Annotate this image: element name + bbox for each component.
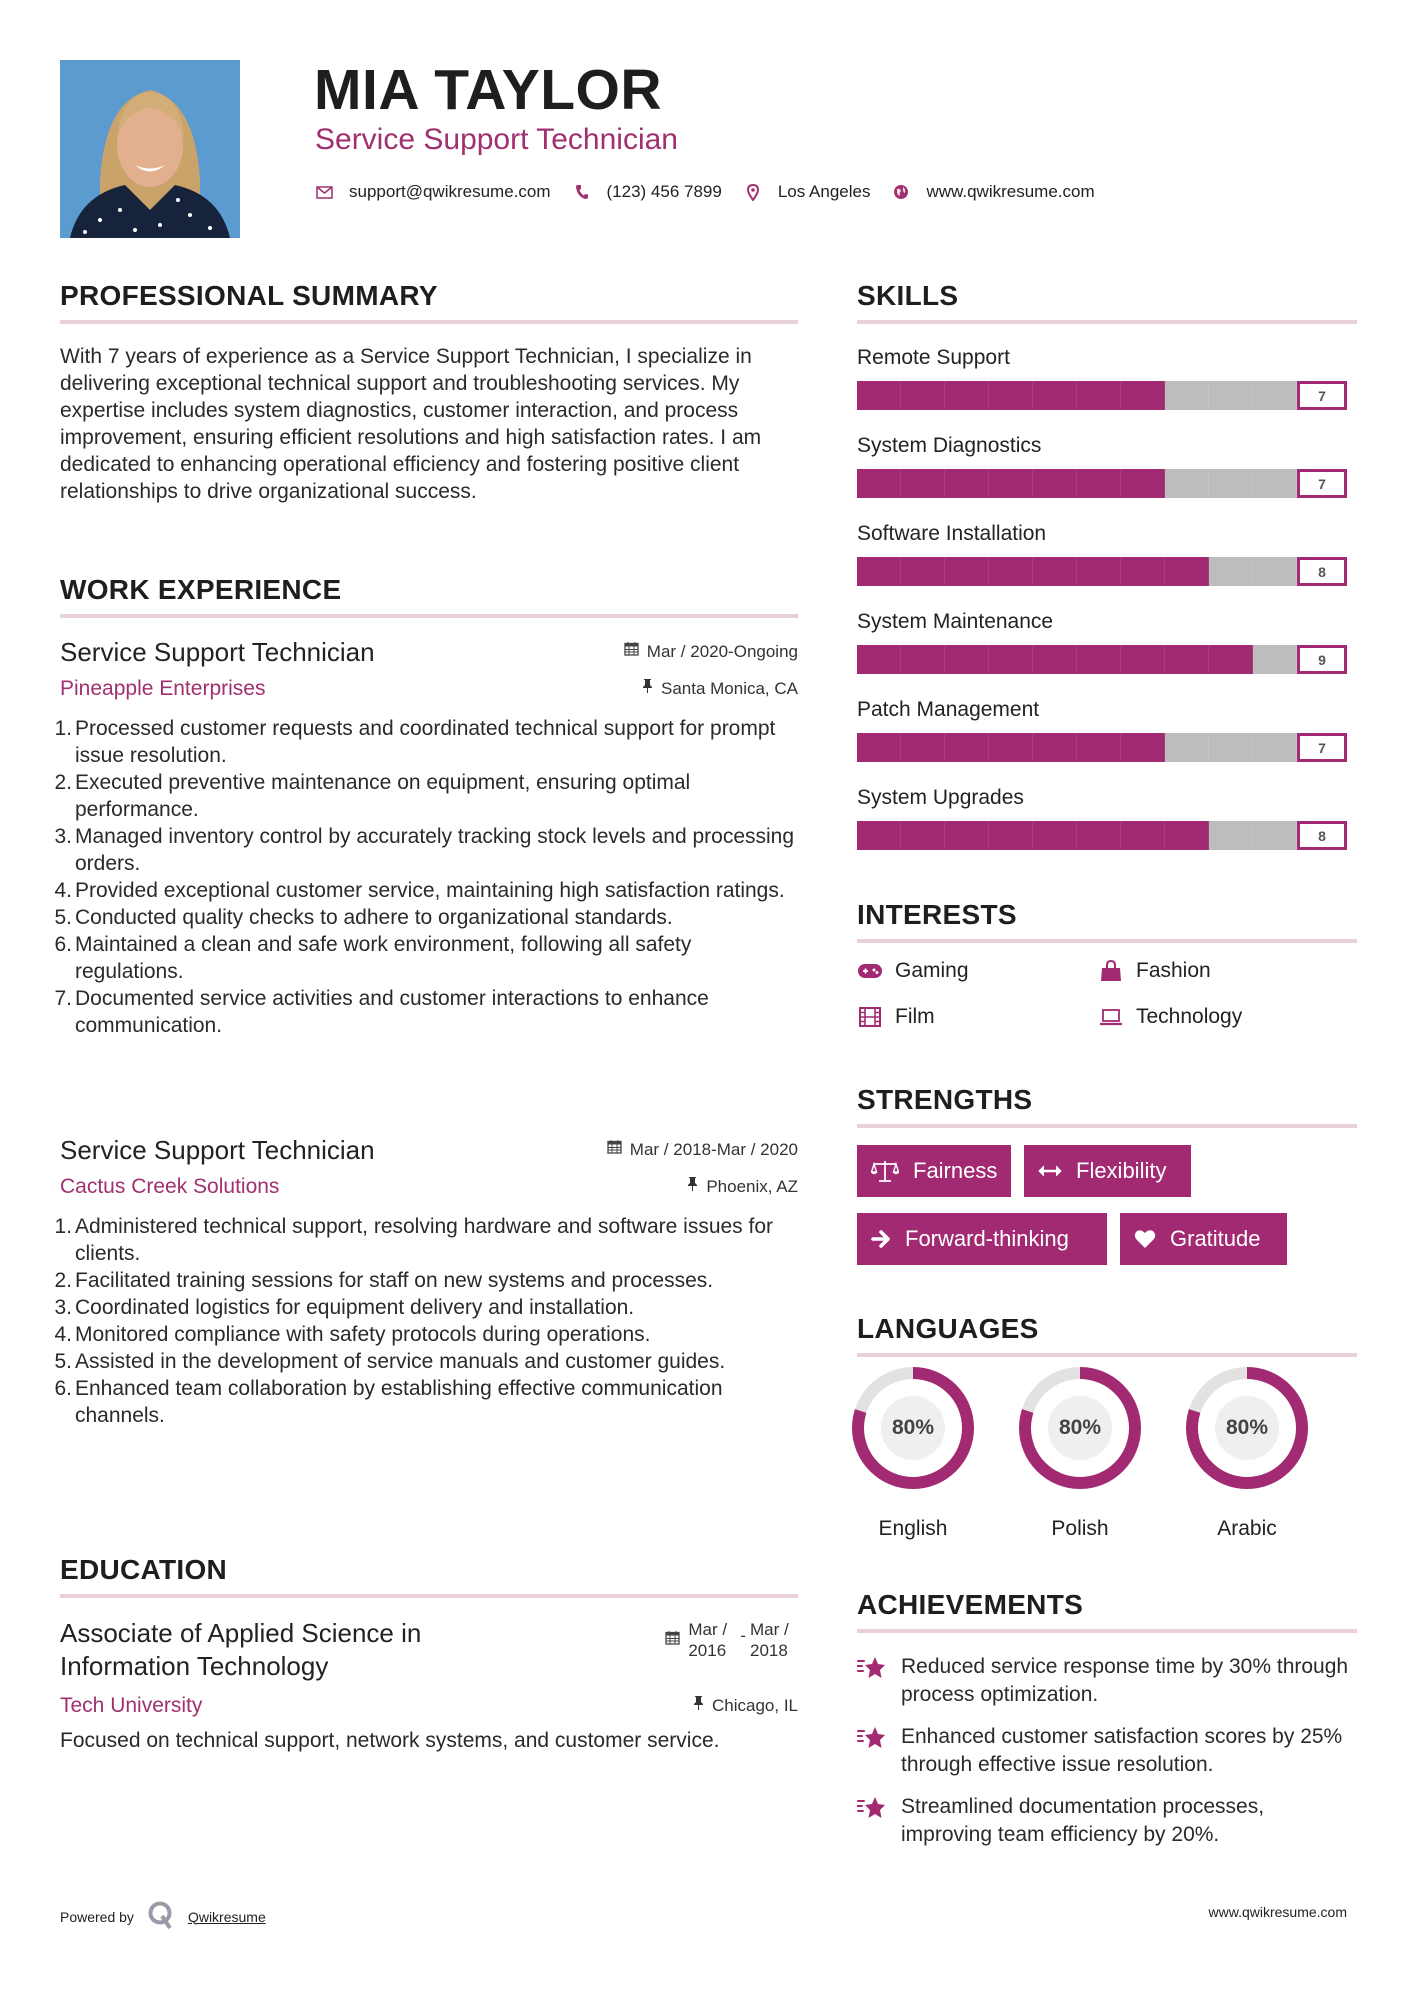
person-portrait-icon — [60, 60, 240, 238]
list-item: 5. Conducted quality checks to adhere to organizational standards. — [54, 906, 673, 929]
skill-segment-empty — [1253, 469, 1297, 498]
skill-item — [857, 609, 1347, 697]
skill-segment-filled — [1165, 645, 1209, 674]
section-divider — [857, 1124, 1357, 1128]
candidate-name: MIA TAYLOR — [314, 58, 663, 122]
skill-segment-filled — [945, 821, 989, 850]
skill-track — [857, 557, 1297, 586]
skill-segment-filled — [1077, 733, 1121, 762]
skill-segment-empty — [1209, 733, 1253, 762]
skill-track — [857, 381, 1297, 410]
list-item: 2. Executed preventive maintenance on equipment, ensuring optimal performance. — [54, 771, 691, 821]
shooting-star-icon — [857, 1795, 887, 1826]
skill-score: 7 — [1297, 381, 1347, 410]
skill-segment-filled — [857, 645, 901, 674]
skill-item — [857, 785, 1347, 873]
footer-website[interactable]: www.qwikresume.com — [1208, 1904, 1347, 1920]
language-polish — [1018, 1367, 1142, 1541]
job-entry — [54, 637, 798, 1039]
shopping-bag-icon — [1098, 960, 1124, 982]
skill-segment-filled — [1121, 469, 1165, 498]
skill-segment-filled — [857, 381, 901, 410]
job-title: Service Support Technician — [60, 637, 375, 667]
skill-label: Remote Support — [857, 346, 1010, 369]
skill-segment-filled — [945, 733, 989, 762]
skill-score: 8 — [1297, 557, 1347, 586]
section-divider — [857, 939, 1357, 943]
skill-item — [857, 697, 1347, 785]
qwikresume-logo-icon — [148, 1901, 174, 1932]
skill-segment-filled — [1033, 381, 1077, 410]
skill-segment-filled — [1077, 557, 1121, 586]
education-dates — [665, 1619, 798, 1661]
candidate-title: Service Support Technician — [315, 123, 678, 156]
skill-segment-empty — [1209, 469, 1253, 498]
job-title: Service Support Technician — [60, 1135, 375, 1165]
language-name: Polish — [1051, 1517, 1109, 1540]
skill-segment-filled — [1209, 645, 1253, 674]
section-heading-summary: PROFESSIONAL SUMMARY — [60, 280, 438, 311]
skill-segment-filled — [989, 469, 1033, 498]
skill-segment-empty — [1165, 381, 1209, 410]
pushpin-icon — [687, 1176, 698, 1198]
skill-score: 8 — [1297, 821, 1347, 850]
footer-powered-by — [60, 1901, 266, 1932]
school-name: Tech University — [60, 1694, 203, 1717]
education-description: Focused on technical support, network systems, and customer service. — [60, 1729, 720, 1752]
skill-meter — [857, 645, 1347, 674]
contact-location: Los Angeles — [777, 182, 871, 201]
skill-segment-filled — [1077, 821, 1121, 850]
section-heading-interests: INTERESTS — [857, 899, 1017, 930]
section-divider — [857, 320, 1357, 324]
pushpin-icon — [642, 678, 653, 700]
list-item: 7. Documented service activities and customer interactions to enhance communication. — [54, 987, 709, 1037]
pushpin-icon — [693, 1695, 704, 1717]
skill-track — [857, 469, 1297, 498]
list-item: 5. Assisted in the development of service manuals and customer guides. — [54, 1350, 726, 1373]
envelope-icon — [315, 183, 333, 201]
globe-icon — [892, 183, 910, 201]
education-entry — [60, 1617, 798, 1754]
skill-segment-filled — [1121, 733, 1165, 762]
interest-item-technology: Technology — [1098, 1003, 1242, 1031]
skill-label: System Diagnostics — [857, 434, 1042, 457]
skill-segment-filled — [1033, 821, 1077, 850]
list-item: 4. Provided exceptional customer service, maintaining high satisfaction ratings. — [54, 879, 785, 902]
skill-track — [857, 733, 1297, 762]
skill-segment-empty — [1253, 821, 1297, 850]
skill-item — [857, 521, 1347, 609]
language-progress-ring — [1019, 1367, 1141, 1489]
skill-segment-filled — [1165, 557, 1209, 586]
skill-track — [857, 821, 1297, 850]
skill-meter — [857, 821, 1347, 850]
language-progress-ring — [852, 1367, 974, 1489]
achievement-item: Streamlined documentation processes, improving team efficiency by 20%. — [857, 1793, 1357, 1849]
skill-segment-empty — [1253, 645, 1297, 674]
language-name: Arabic — [1217, 1517, 1277, 1540]
skill-segment-filled — [901, 733, 945, 762]
skill-segment-filled — [901, 821, 945, 850]
calendar-icon — [665, 1629, 680, 1650]
list-item: 6. Enhanced team collaboration by establishing effective communication channels. — [54, 1377, 723, 1427]
skill-label: Software Installation — [857, 522, 1047, 545]
strength-chip-flexibility: Flexibility — [1024, 1145, 1191, 1197]
language-english — [851, 1367, 975, 1541]
skill-item — [857, 345, 1347, 433]
company-name: Cactus Creek Solutions — [60, 1175, 280, 1198]
achievement-item: Reduced service response time by 30% through process optimization. — [857, 1653, 1357, 1709]
section-divider — [857, 1629, 1357, 1633]
skill-segment-empty — [1209, 381, 1253, 410]
calendar-icon — [607, 1139, 622, 1161]
skill-segment-empty — [1165, 733, 1209, 762]
list-item: 4. Monitored compliance with safety protocols during operations. — [54, 1323, 651, 1346]
heart-icon — [1134, 1229, 1156, 1249]
skill-segment-filled — [1033, 557, 1077, 586]
skill-segment-filled — [1121, 821, 1165, 850]
skill-segment-filled — [1121, 381, 1165, 410]
phone-icon — [573, 183, 591, 201]
skill-score: 9 — [1297, 645, 1347, 674]
list-item: 3. Managed inventory control by accurately tracking stock levels and processing orders. — [54, 825, 795, 875]
section-heading-experience: WORK EXPERIENCE — [60, 574, 342, 605]
skill-meter — [857, 469, 1347, 498]
skill-segment-filled — [1077, 381, 1121, 410]
contact-website[interactable]: www.qwikresume.com — [926, 182, 1095, 201]
skill-segment-empty — [1209, 557, 1253, 586]
skill-meter — [857, 557, 1347, 586]
job-location: Santa Monica, CA — [642, 678, 798, 700]
skills-list — [857, 345, 1347, 873]
arrows-horizontal-icon — [1038, 1165, 1062, 1177]
arrow-right-icon — [871, 1229, 891, 1249]
education-start-date: Mar / 2016 — [688, 1620, 728, 1660]
education-location: Chicago, IL — [693, 1695, 798, 1717]
section-heading-languages: LANGUAGES — [857, 1313, 1039, 1344]
interest-item-film: Film — [857, 1003, 935, 1031]
date-separator: - — [740, 1626, 746, 1645]
skill-meter — [857, 733, 1347, 762]
language-name: English — [878, 1517, 948, 1540]
skill-segment-empty — [1253, 557, 1297, 586]
list-item: 1. Processed customer requests and coordinated technical support for prompt issue resolution. — [54, 717, 776, 767]
skill-segment-filled — [1077, 645, 1121, 674]
language-percent: 80% — [1215, 1396, 1279, 1460]
skill-segment-filled — [989, 645, 1033, 674]
skill-segment-empty — [1165, 469, 1209, 498]
interest-item-fashion: Fashion — [1098, 957, 1211, 985]
profile-photo — [60, 60, 240, 238]
list-item: 2. Facilitated training sessions for staff on new systems and processes. — [54, 1269, 714, 1292]
map-pin-icon — [744, 183, 762, 201]
section-heading-skills: SKILLS — [857, 280, 959, 311]
skill-segment-filled — [945, 469, 989, 498]
skill-segment-filled — [989, 821, 1033, 850]
contact-bar — [315, 180, 1117, 204]
skill-label: System Upgrades — [857, 786, 1024, 809]
job-responsibilities — [54, 1213, 798, 1429]
skill-segment-filled — [989, 381, 1033, 410]
summary-text: With 7 years of experience as a Service Support Technician, I specialize in delivering exceptional technical support and troubleshooting services. My expertise includes system diagnostics, customer interaction, and process improvement, ensuring efficient resolutions and high satisfaction rates. I am dedicated to enhancing operational efficiency and fostering positive client relationships to drive organizational success. — [60, 345, 762, 503]
skill-segment-filled — [857, 733, 901, 762]
section-divider — [60, 1594, 798, 1598]
interest-item-gaming: Gaming — [857, 957, 969, 985]
language-progress-ring — [1186, 1367, 1308, 1489]
section-divider — [60, 320, 798, 324]
skill-segment-filled — [857, 469, 901, 498]
language-percent: 80% — [1048, 1396, 1112, 1460]
gamepad-icon — [857, 960, 883, 982]
skill-segment-filled — [1077, 469, 1121, 498]
skill-segment-empty — [1253, 733, 1297, 762]
skill-segment-filled — [1121, 645, 1165, 674]
skill-item — [857, 433, 1347, 521]
laptop-icon — [1098, 1006, 1124, 1028]
skill-segment-filled — [989, 733, 1033, 762]
skill-track — [857, 645, 1297, 674]
contact-email[interactable]: support@qwikresume.com — [349, 182, 551, 201]
skill-label: Patch Management — [857, 698, 1040, 721]
skill-segment-filled — [857, 821, 901, 850]
language-percent: 80% — [881, 1396, 945, 1460]
section-divider — [60, 614, 798, 618]
skill-segment-filled — [1033, 469, 1077, 498]
contact-phone[interactable]: (123) 456 7899 — [606, 182, 722, 201]
section-heading-education: EDUCATION — [60, 1554, 228, 1585]
skill-segment-filled — [901, 557, 945, 586]
skill-segment-filled — [901, 645, 945, 674]
strength-chip-fairness: Fairness — [857, 1145, 1011, 1197]
section-heading-strengths: STRENGTHS — [857, 1084, 1033, 1115]
skill-segment-filled — [1033, 733, 1077, 762]
skill-score: 7 — [1297, 469, 1347, 498]
skill-segment-filled — [901, 469, 945, 498]
skill-segment-filled — [1121, 557, 1165, 586]
qwikresume-link[interactable]: Qwikresume — [187, 1908, 266, 1925]
skill-segment-filled — [945, 645, 989, 674]
balance-scale-icon — [871, 1159, 899, 1183]
skill-segment-empty — [1253, 381, 1297, 410]
job-location: Phoenix, AZ — [687, 1176, 798, 1198]
degree-name: Associate of Applied Science in Information Technology — [60, 1618, 422, 1681]
skill-label: System Maintenance — [857, 610, 1054, 633]
list-item: 3. Coordinated logistics for equipment delivery and installation. — [54, 1296, 635, 1319]
section-divider — [857, 1353, 1357, 1357]
job-entry — [54, 1135, 798, 1429]
strength-chip-forward-thinking: Forward-thinking — [857, 1213, 1107, 1265]
skill-score: 7 — [1297, 733, 1347, 762]
language-arabic — [1185, 1367, 1309, 1541]
shooting-star-icon — [857, 1725, 887, 1756]
skill-segment-empty — [1209, 821, 1253, 850]
skill-segment-filled — [1165, 821, 1209, 850]
company-name: Pineapple Enterprises — [60, 677, 266, 700]
film-icon — [857, 1006, 883, 1028]
job-dates: Mar / 2020-Ongoing — [624, 641, 798, 663]
skill-segment-filled — [989, 557, 1033, 586]
shooting-star-icon — [857, 1655, 887, 1686]
powered-by-label: Powered by — [60, 1908, 134, 1925]
section-heading-achievements: ACHIEVEMENTS — [857, 1589, 1084, 1620]
skill-segment-filled — [945, 381, 989, 410]
list-item: 6. Maintained a clean and safe work environment, following all safety regulations. — [54, 933, 692, 983]
job-responsibilities — [54, 715, 798, 1039]
skill-segment-filled — [857, 557, 901, 586]
skill-segment-filled — [945, 557, 989, 586]
education-end-date: Mar / 2018 — [750, 1620, 789, 1660]
skill-segment-filled — [901, 381, 945, 410]
calendar-icon — [624, 641, 639, 663]
achievements-list — [857, 1653, 1357, 1849]
strength-chip-gratitude: Gratitude — [1120, 1213, 1287, 1265]
skill-meter — [857, 381, 1347, 410]
skill-segment-filled — [1033, 645, 1077, 674]
job-dates: Mar / 2018-Mar / 2020 — [607, 1139, 798, 1161]
achievement-item: Enhanced customer satisfaction scores by 25% through effective issue resolution. — [857, 1723, 1357, 1779]
list-item: 1. Administered technical support, resolving hardware and software issues for clients. — [54, 1215, 774, 1265]
